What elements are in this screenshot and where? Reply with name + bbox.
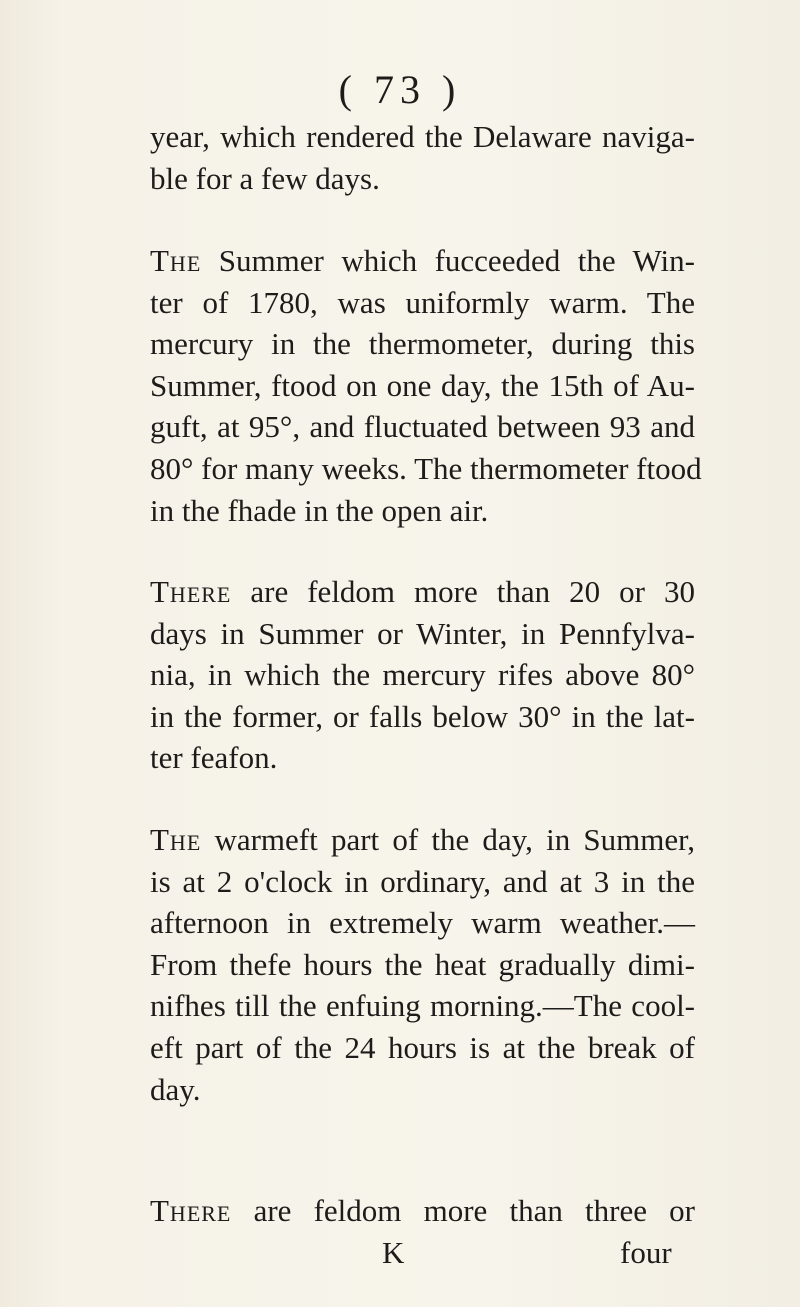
text-line: mercury in the thermometer, during this — [150, 326, 695, 362]
text-line: year, which rendered the Delaware naviga- — [150, 119, 695, 154]
lead-word: The — [150, 243, 202, 278]
text-line: days in Summer or Winter, in Pennfylva- — [150, 615, 695, 651]
paragraph-4 — [150, 819, 695, 1110]
text-line: is at 2 o'clock in ordinary, and at 3 in the — [150, 863, 695, 899]
lead-word: There — [150, 1193, 232, 1228]
lead-word: The — [150, 822, 202, 857]
paragraph-3 — [150, 571, 695, 779]
text-line: afternoon in extremely warm weather.— — [150, 905, 695, 941]
text-line: guft, at 95°, and fluctuated between 93 and — [150, 409, 695, 445]
text-line: in the fhade in the open air. — [150, 492, 489, 528]
text-line: in the former, or falls below 30° in the lat- — [150, 698, 695, 734]
lead-word: There — [150, 574, 232, 609]
line-text: warmeft part of the day, in Summer, — [201, 822, 695, 857]
catchword: four — [620, 1235, 672, 1270]
text-line: nia, in which the mercury rifes above 80° — [150, 657, 695, 693]
text-line: ter of 1780, was uniformly warm. The — [150, 284, 695, 320]
text-line: ble for a few days. — [150, 160, 380, 196]
paragraph-1 — [150, 116, 695, 199]
text-line — [150, 240, 695, 282]
signature-mark: K — [382, 1235, 405, 1270]
text-line: day. — [150, 1071, 201, 1107]
text-line: nifhes till the enfuing morning.—The cool- — [150, 988, 695, 1024]
paragraph-5 — [150, 1190, 695, 1232]
line-text: are feldom more than 20 or 30 — [231, 574, 695, 609]
line-text: are feldom more than three or — [231, 1193, 695, 1228]
text-line: Summer, ftood on one day, the 15th of Au- — [150, 367, 695, 403]
text-line: ter feafon. — [150, 740, 278, 776]
text-line: From thefe hours the heat gradually dimi- — [150, 946, 695, 982]
text-line — [150, 1190, 695, 1232]
line-text: Summer which fucceeded the Win- — [201, 243, 695, 278]
text-line: eft part of the 24 hours is at the break of — [150, 1029, 695, 1065]
text-line: 80° for many weeks. The thermometer ftood — [150, 450, 702, 486]
text-line — [150, 819, 695, 861]
text-line — [150, 571, 695, 613]
paragraph-2 — [150, 240, 702, 531]
page-number: ( 73 ) — [338, 67, 462, 112]
